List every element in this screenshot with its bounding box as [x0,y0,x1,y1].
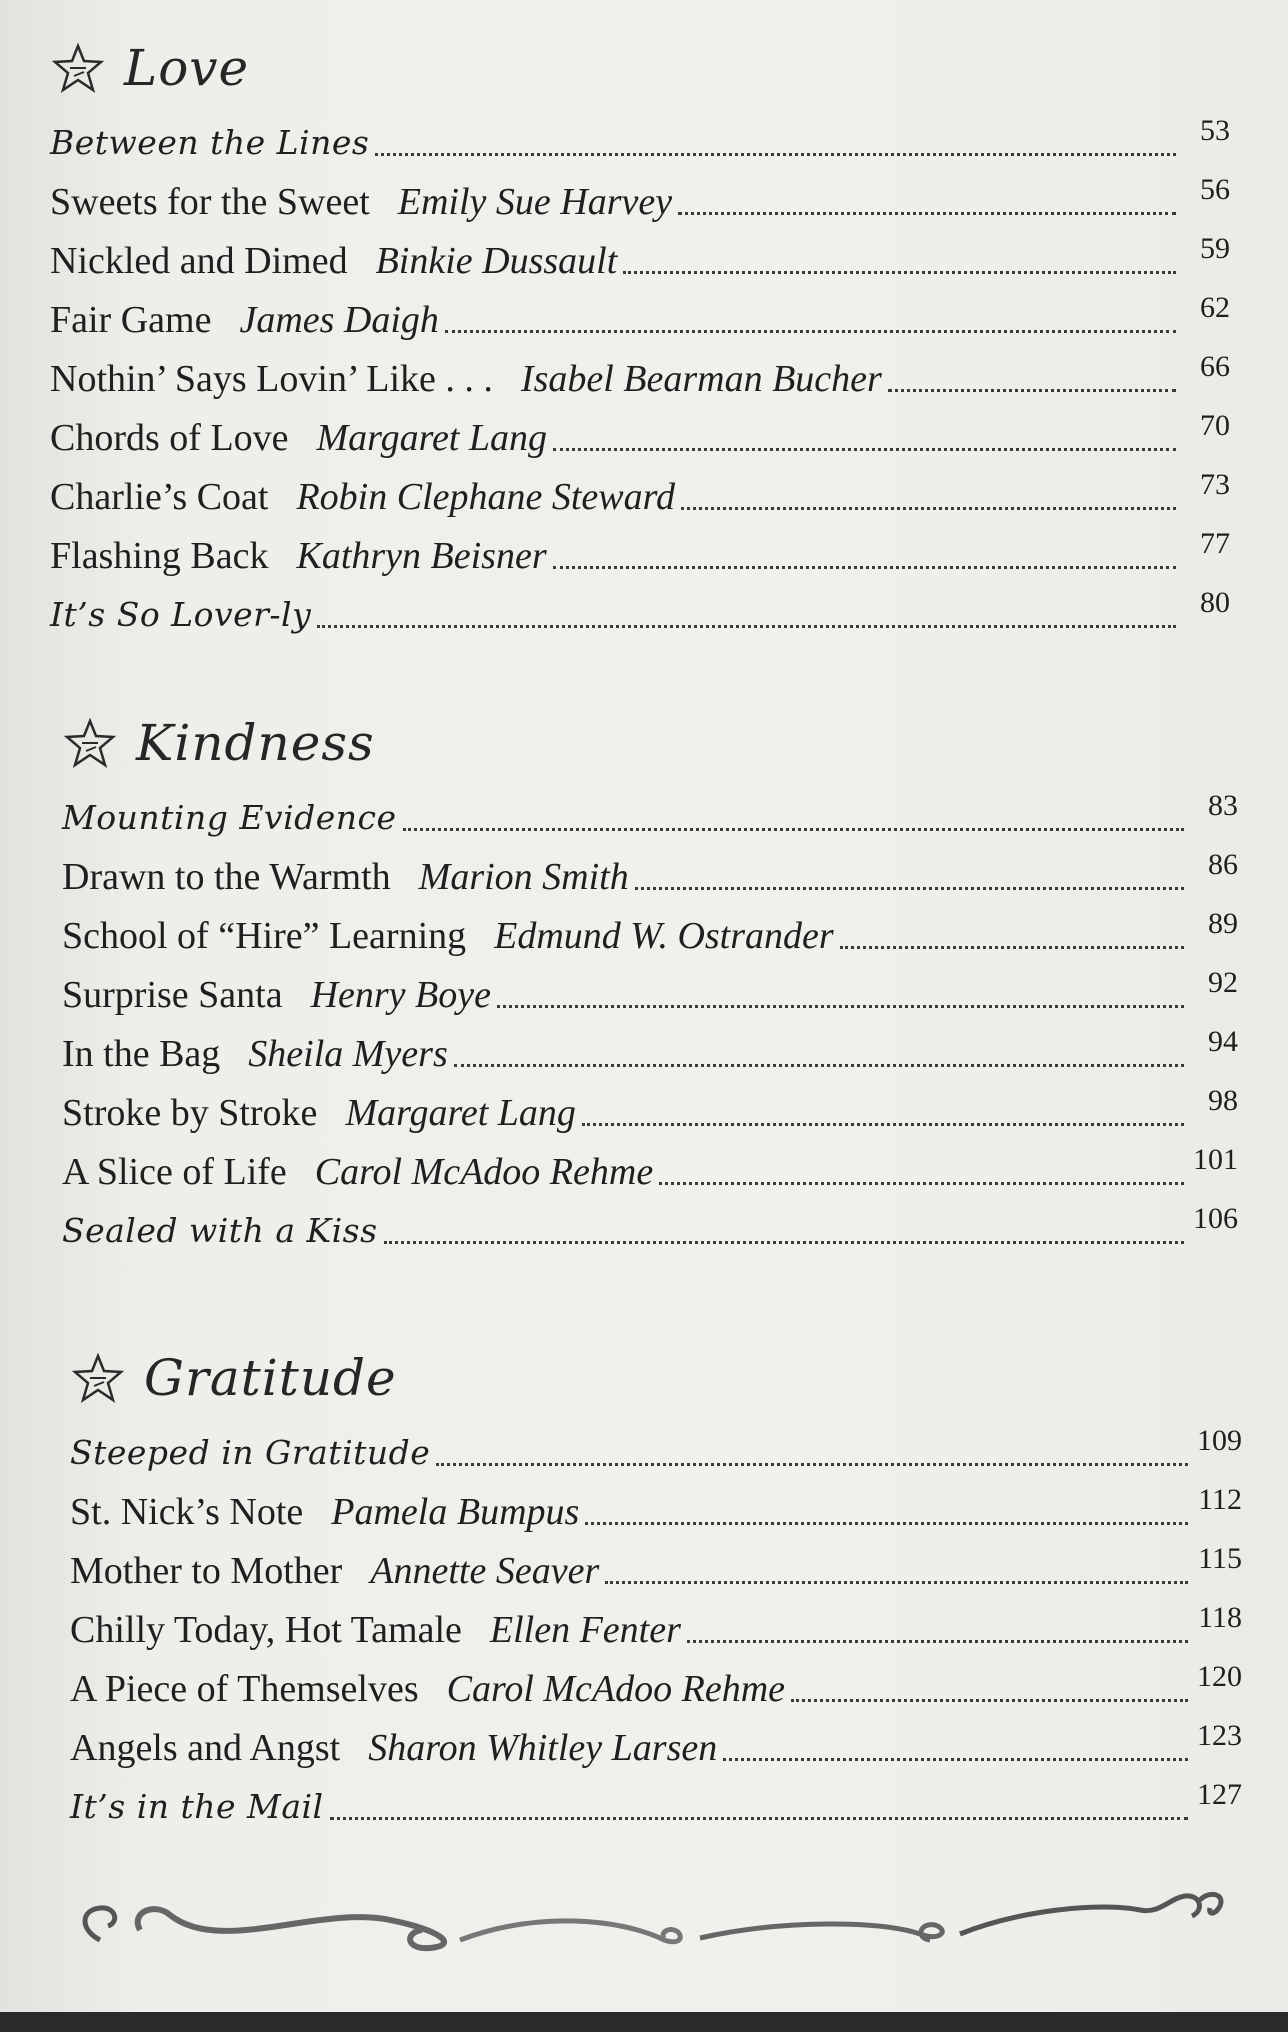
page-number: 80 [1200,586,1230,619]
entry-title: It’s So Lover-ly [50,595,312,634]
entry-author: Binkie Dussault [375,240,618,282]
toc-entry [62,958,1238,1017]
entry-author: Emily Sue Harvey [397,181,673,223]
dot-leader [678,211,1176,215]
entry-author: Annette Seaver [370,1550,600,1592]
entry-title: A Slice of Life [62,1151,287,1193]
page-number: 109 [1197,1424,1242,1457]
page-number: 115 [1198,1542,1242,1575]
dot-leader [623,270,1176,274]
page-number: 62 [1200,291,1230,324]
entry-author: Carol McAdoo Rehme [446,1668,786,1710]
page-number: 77 [1200,527,1230,560]
entry-author: Ellen Fenter [489,1609,681,1651]
entry-author: Marion Smith [418,856,629,898]
dot-leader [681,506,1176,510]
entry-author: Sharon Whitley Larsen [368,1727,718,1769]
entry-title: Chords of Love [50,417,289,459]
toc-entry [70,1593,1242,1652]
toc-entry [62,1194,1238,1253]
dot-leader [454,1063,1184,1067]
toc-entry [50,342,1230,401]
page-number: 92 [1208,966,1238,999]
entry-title: St. Nick’s Note [70,1491,304,1533]
toc-entry [62,781,1238,840]
dot-leader [635,886,1184,890]
entry-title: Nothin’ Says Lovin’ Like . . . [50,358,493,400]
page-number: 70 [1200,409,1230,442]
entry-title: Stroke by Stroke [62,1092,318,1134]
entry-title: In the Bag [62,1033,221,1075]
page-number: 56 [1200,173,1230,206]
entry-author: James Daigh [239,299,439,341]
dot-leader [384,1240,1184,1244]
toc-entry [50,460,1230,519]
dot-leader [605,1580,1188,1584]
entry-title: Mounting Evidence [62,798,397,837]
page-number: 66 [1200,350,1230,383]
section-title: Gratitude [144,1349,397,1407]
page-number: 98 [1208,1084,1238,1117]
entry-title: Nickled and Dimed [50,240,348,282]
toc-entry [62,899,1238,958]
dot-leader [888,388,1176,392]
dot-leader [723,1757,1188,1761]
entry-author: Kathryn Beisner [296,535,547,577]
dot-leader [553,565,1176,569]
entry-author: Sheila Myers [248,1033,448,1075]
section-kindness [62,705,1238,1253]
section-love [50,30,1230,637]
dot-leader [330,1816,1188,1820]
entry-title: A Piece of Themselves [70,1668,419,1710]
entry-author: Edmund W. Ostrander [494,915,834,957]
dot-leader [317,624,1176,628]
entry-author: Robin Clephane Steward [296,476,676,518]
page-number: 123 [1197,1719,1242,1752]
entry-title: Chilly Today, Hot Tamale [70,1609,462,1651]
page-number: 83 [1208,789,1238,822]
dot-leader [375,152,1176,156]
dot-leader [687,1639,1188,1643]
dot-leader [585,1521,1188,1525]
section-heading [70,1340,1242,1416]
page-number: 73 [1200,468,1230,501]
section-heading [50,30,1230,106]
toc-entry [62,1076,1238,1135]
page-number: 59 [1200,232,1230,265]
section-title: Kindness [136,714,375,772]
entry-title: Mother to Mother [70,1550,343,1592]
dot-leader [582,1122,1184,1126]
entry-title: It’s in the Mail [70,1787,324,1826]
page-number: 86 [1208,848,1238,881]
dot-leader [553,447,1176,451]
dot-leader [497,1004,1184,1008]
toc-entry [50,224,1230,283]
section-heading [62,705,1238,781]
toc-entry [50,283,1230,342]
star-icon [50,42,106,94]
toc-entry [70,1534,1242,1593]
entry-title: School of “Hire” Learning [62,915,467,957]
toc-entry [70,1770,1242,1829]
entry-title: Flashing Back [50,535,269,577]
toc-entry [50,165,1230,224]
entry-author: Margaret Lang [316,417,547,459]
dot-leader [659,1181,1184,1185]
entry-title: Steeped in Gratitude [70,1433,431,1472]
toc-entry [62,1135,1238,1194]
page-number: 118 [1198,1601,1242,1634]
toc-entry [70,1416,1242,1475]
toc-entry [50,401,1230,460]
page-number: 120 [1197,1660,1242,1693]
dot-leader [403,827,1184,831]
section-title: Love [124,39,250,97]
dot-leader [445,329,1176,333]
entry-author: Pamela Bumpus [331,1491,580,1533]
page-number: 101 [1193,1143,1238,1176]
entry-title: Drawn to the Warmth [62,856,391,898]
page-bottom-edge [0,2012,1288,2032]
star-icon [70,1352,126,1404]
toc-entry [50,106,1230,165]
dot-leader [791,1698,1188,1702]
toc-entry [50,578,1230,637]
entry-title: Charlie’s Coat [50,476,269,518]
flourish-ornament [60,1860,1260,1980]
toc-entry [62,840,1238,899]
entry-title: Between the Lines [50,123,370,162]
entry-author: Margaret Lang [345,1092,576,1134]
toc-entry [70,1711,1242,1770]
toc-entry [62,1017,1238,1076]
toc-entry [50,519,1230,578]
entry-title: Surprise Santa [62,974,283,1016]
page-number: 94 [1208,1025,1238,1058]
page-number: 106 [1193,1202,1238,1235]
entry-title: Angels and Angst [70,1727,341,1769]
toc-entry [70,1652,1242,1711]
entry-author: Henry Boye [310,974,491,1016]
page-number: 127 [1197,1778,1242,1811]
entry-title: Sweets for the Sweet [50,181,370,223]
page-number: 89 [1208,907,1238,940]
entry-title: Fair Game [50,299,212,341]
dot-leader [840,945,1184,949]
toc-entry [70,1475,1242,1534]
entry-author: Carol McAdoo Rehme [314,1151,654,1193]
entry-author: Isabel Bearman Bucher [520,358,882,400]
page-number: 112 [1198,1483,1242,1516]
dot-leader [436,1462,1188,1466]
page-number: 53 [1200,114,1230,147]
star-icon [62,717,118,769]
section-gratitude [70,1340,1242,1829]
entry-title: Sealed with a Kiss [62,1211,378,1250]
